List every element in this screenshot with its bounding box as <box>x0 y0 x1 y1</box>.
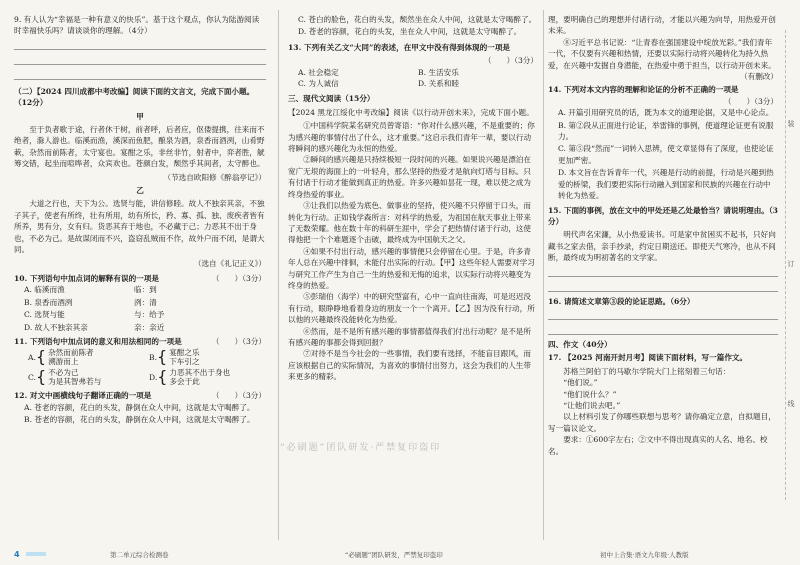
q11-option-a-letter: A. <box>28 352 36 362</box>
passage-yi-label: 乙 <box>136 186 144 196</box>
q11-option-b-line1: 宴酣之乐 <box>169 348 200 358</box>
q10-option-d-text: D. 故人不独亲其亲 <box>24 322 88 332</box>
q11-option-b[interactable] <box>149 348 266 366</box>
passage-jia-source: （节选自欧阳修《醉翁亭记》） <box>163 172 266 182</box>
q10-option-c[interactable] <box>24 309 266 320</box>
question-12-points: （ ）（3分） <box>211 391 266 401</box>
column-middle <box>288 14 538 383</box>
column-divider <box>278 10 279 540</box>
footer-right: 初中上合集·语文九年级·人教版 <box>600 551 689 559</box>
question-12 <box>14 390 266 401</box>
q11-options <box>24 347 266 387</box>
q10-option-a[interactable] <box>24 284 266 295</box>
binding-label: 线 <box>787 400 795 407</box>
question-17-material: 苏格兰阿伯丁的马歇尔学院大门上铭刻着三句话： <box>563 366 731 376</box>
brace-icon: { <box>157 367 168 387</box>
paragraph-8: ⑧习近平总书记说：“让青春在强国建设中绽放光彩。”我们青年一代，不仅要有兴趣和热情，还要以实际行动将兴趣转化为持久热爱，在兴趣中发掘自身潜能，在热爱中勇于担当，以行动开创未来。 <box>548 37 776 70</box>
q11-option-a-line1: 杂然而前陈者 <box>48 348 94 358</box>
question-15-material: 明代声名宋濂，从小热爱读书。可是家中贫困买不起书，只好向藏书之家去借，亲手抄录，约定日期送还。即使天气寒冷，也从不间断，最终成为明初著名的文学家。 <box>548 230 776 263</box>
q10-option-a-gloss: 临：到 <box>134 285 157 295</box>
section-2-heading: （二）【2024 四川成都中考改编】阅读下面的文言文，完成下面小题。（12分） <box>14 86 255 108</box>
watermark-text: “必刷题”团队研发·严禁复印盗印 <box>280 443 442 453</box>
answer-line[interactable] <box>548 266 778 277</box>
footer-mid: “必刷题”团队研发，严禁复印盗印 <box>345 551 443 559</box>
question-11-stem: 11. 下列语句中加点词的意义和用法相同的一项是 <box>14 336 182 346</box>
binding-label: 订 <box>787 260 795 267</box>
q11-option-d-line1: 力恶其不出于身也 <box>169 368 231 378</box>
passage-jia: 至于负者歌于途，行者休于树，前者呼，后者应，伛偻提携，往来而不绝者，滁人游也。临溪而渔，溪深而鱼肥，酿泉为酒，泉香而酒洌，山肴野蔌，杂然而前陈者，太守宴也。宴酣之乐，非丝非竹，射者中，弈者胜，觥筹交错，起坐而喧哗者，众宾欢也。苍颜白发，颓然乎其间者，太守醉也。 <box>14 125 265 169</box>
question-9: 9. 有人认为“幸福是一种有意义的快乐”。基于这个观点，你认为陆游阅读时幸福快乐吗？请谈谈你的理解。（4分） <box>14 15 260 36</box>
q11-option-d-line2: 多会于此 <box>169 377 200 387</box>
answer-line[interactable] <box>548 309 778 320</box>
q11-option-b-line2: 下车引之 <box>169 357 200 367</box>
answer-line[interactable] <box>14 69 266 80</box>
paragraph-7: ⑦对待不是当今社会的一些事情，我们要有选择，不能盲目跟风，而应该根据自己的实际情况，为喜欢的事情付出努力，这会为我们的人生带来更多的精彩。 <box>288 349 531 382</box>
question-17: 17. 【2025 河南开封月考】阅读下面材料，写一篇作文。 <box>548 353 748 363</box>
question-10 <box>14 273 266 284</box>
question-11-points: （ ）（3分） <box>211 336 266 346</box>
binding-label: 装 <box>787 120 795 127</box>
passage-jia-label: 甲 <box>136 111 144 121</box>
q11-option-d[interactable] <box>149 368 266 386</box>
page-number-bar <box>26 552 46 556</box>
paragraph-2: ②瞬间的感兴趣是只持续极短一段时间的兴趣。如果说兴趣是漂泊在宽广无垠的海面上的一叶轻舟，那么坚持的热爱才是航向灯塔与目标。只有付诸于行动才能做到真正的热爱。许多兴趣如昙花一现，难以使之成为终身热爱的事业。 <box>288 155 531 199</box>
footer-left: 第二单元综合检测卷 <box>110 551 169 559</box>
brace-icon: { <box>35 367 47 387</box>
brace-icon: { <box>35 347 47 367</box>
q13-options <box>298 67 538 90</box>
q14-option-d[interactable]: D. 本文旨在告诉青年一代，兴趣是行动的前提，行动是兴趣到热爱的桥梁，我们要把实际行动融入到国家和民族的兴趣在行动中转化为热爱。 <box>558 168 774 201</box>
q13-option-d[interactable]: D. 关系和睦 <box>418 79 460 89</box>
answer-line[interactable] <box>14 39 266 50</box>
q11-option-a-line2: 溯游而上 <box>48 357 79 367</box>
question-14-points: （ ）（3分） <box>723 96 778 106</box>
q11-option-c-letter: C. <box>28 372 36 382</box>
paragraph-7-cont: 理，要明确自己的理想并付诸行动，才能以兴趣为向导，用热爱开创未来。 <box>548 15 776 36</box>
column-divider <box>543 10 544 540</box>
q11-option-c[interactable] <box>28 368 145 386</box>
passage-source: （有删改） <box>740 72 778 82</box>
question-16: 16. 请简述文章第③段的论证思路。（6分） <box>548 296 695 306</box>
paragraph-4: ④如果不付出行动，感兴趣的事情便只会停留在心里。于是，许多青年人总在兴趣中徘徊，未能付出实际的行动。【甲】这些年轻人需要对学习与研究工作产生为自己一生的热爱和无悔的追求，以实际行动将兴趣变为终身的热爱。 <box>288 246 535 290</box>
page-number: 4 <box>14 550 20 559</box>
question-12-stem: 12. 对文中画横线句子翻译正确的一项是 <box>14 391 152 401</box>
answer-line[interactable] <box>548 324 778 335</box>
section-3-intro: 【2024 黑龙江绥化中考改编】阅读《以行动开创未来》，完成下面小题。 <box>288 107 534 117</box>
q10-option-b[interactable] <box>24 297 266 308</box>
question-13-stem: 13. 下列有关乙文“大同”的表述，在甲文中没有得到体现的一项是 <box>288 42 511 52</box>
question-10-stem: 10. 下列语句中加点词的解释有误的一项是 <box>14 273 159 283</box>
q10-option-b-text: B. 泉香而酒洌 <box>24 297 73 307</box>
question-13-points: （ ）（3分） <box>483 56 538 66</box>
paragraph-1: ①中国科学院某名研究员曾寄语：“你对什么感兴趣，不是重要的；你为感兴趣的事情付出了什么，这才重要。”这启示我们青年一辈，要以行动将瞬间的感兴趣化为永恒的热爱。 <box>288 121 535 154</box>
question-17-prompt: 以上材料引发了你哪些联想与思考？请你确定立意，自拟题目，写一篇议论文。 <box>548 412 776 433</box>
question-15: 15. 下面的事例，放在文中的甲处还是乙处最恰当？请说明理由。（3分） <box>548 205 778 226</box>
q10-option-d[interactable] <box>24 322 266 333</box>
quote-line-3: “让他们说去吧。” <box>563 400 621 410</box>
q13-option-b[interactable]: B. 生活安乐 <box>418 67 459 77</box>
section-4-heading: 四、作文（40分） <box>548 339 612 349</box>
column-left <box>14 14 266 427</box>
question-10-points: （ ）（3分） <box>211 273 266 283</box>
q12-option-a[interactable]: A. 苍老的容颜，花白的头发，静倒在众人中间，这就是太守喝醉了。 <box>24 402 255 412</box>
q10-option-c-text: C. 选贤与能 <box>24 310 65 320</box>
q10-option-c-gloss: 与：给予 <box>134 310 165 320</box>
brace-icon: { <box>157 347 168 367</box>
passage-yi-source: （选自《礼记正义》） <box>193 258 266 268</box>
paragraph-6: ⑥然而，是不是所有感兴趣的事情都值得我们付出行动呢？是不是所有感兴趣的事都会得到回报？ <box>288 326 531 347</box>
q14-option-c[interactable]: C. 第⑤段“然而”一词转入思辨，使文章显得有了深度，也使论证更加严密。 <box>558 144 774 165</box>
answer-line[interactable] <box>548 281 778 292</box>
question-11 <box>14 336 266 347</box>
q12-option-d[interactable]: D. 苍老的容颜，花白的头发，坐在众人中间，这就是太守喝醉了。 <box>298 27 522 37</box>
q11-option-d-letter: D. <box>149 372 158 382</box>
answer-line[interactable] <box>14 54 266 65</box>
passage-yi: 大道之行也，天下为公。选贤与能，讲信修睦。故人不独亲其亲，不独子其子，使老有所终，壮有所用，幼有所长，矜、寡、孤、独、废疾者皆有所养，男有分，女有归。货恶其弃于地也，不必藏于己；力恶其不出于身也，不必为己。是故谋闭而不兴，盗窃乱贼而不作，故外户而不闭，是谓大同。 <box>14 199 265 255</box>
q13-option-c[interactable]: C. 为人诚信 <box>298 79 339 89</box>
q10-option-d-gloss: 亲：亲近 <box>134 322 165 332</box>
q14-option-a[interactable]: A. 开篇引用研究员的话，既为本文的道理论据，又是中心论点。 <box>558 108 774 118</box>
question-14-stem: 14. 下列对本文内容的理解和论证的分析不正确的一项是 <box>548 85 739 95</box>
q11-option-b-letter: B. <box>149 352 157 362</box>
q10-option-b-gloss: 洌：清 <box>134 297 157 307</box>
q14-option-b[interactable]: B. 第②段从正面进行论证，举雷锋的事例，使道理论证更有说服力。 <box>558 120 774 142</box>
q12-option-c[interactable]: C. 苍白的脸色，花白的头发，颓然坐在众人中间，这就是太守喝醉了。 <box>298 15 537 24</box>
q10-option-a-text: A. 临溪而渔 <box>24 285 65 295</box>
q11-option-c-line1: 不必为己 <box>48 368 79 378</box>
question-14 <box>548 84 778 95</box>
quote-line-2: “他们说什么？” <box>563 389 617 399</box>
paragraph-3: ③让我们以热爱为底色、做事业的坚持，使兴趣不只停留于口头，而转化为行动。正如钱学森所言：对科学的热爱，为祖国在航天事业上带来了无数荣耀。他在数十年的科研生涯中，学会了把热情付诸于行动，这使得他把一个个难题逐个击破，最终成为中国航天之父。 <box>288 201 531 245</box>
q13-option-a[interactable]: A. 社会稳定 <box>298 67 339 77</box>
q11-option-c-line2: 为是其智弗若与 <box>48 377 102 387</box>
quote-line-1: “他们说。” <box>563 378 598 388</box>
column-right <box>548 14 778 457</box>
q12-option-b[interactable]: B. 苍老的容颜，花白的头发，静倒在众人中间，这就是太守喝醉了。 <box>24 415 255 425</box>
question-17-requirements: 要求：①600字左右；②文中不得出现真实的人名、地名、校名。 <box>548 435 768 456</box>
q11-option-a[interactable] <box>28 348 145 366</box>
section-3-heading: 三、现代文阅读（15分） <box>288 94 375 104</box>
paragraph-5: ⑤彭瑞伯（海学）中的研究型富有，心中一直向往南海，可是迟迟没有行动，眼睁睁地看着身边的朋友一个一个离开。【乙】因为没有行动，所以他的兴趣最终没能转化为热爱。 <box>288 292 535 325</box>
